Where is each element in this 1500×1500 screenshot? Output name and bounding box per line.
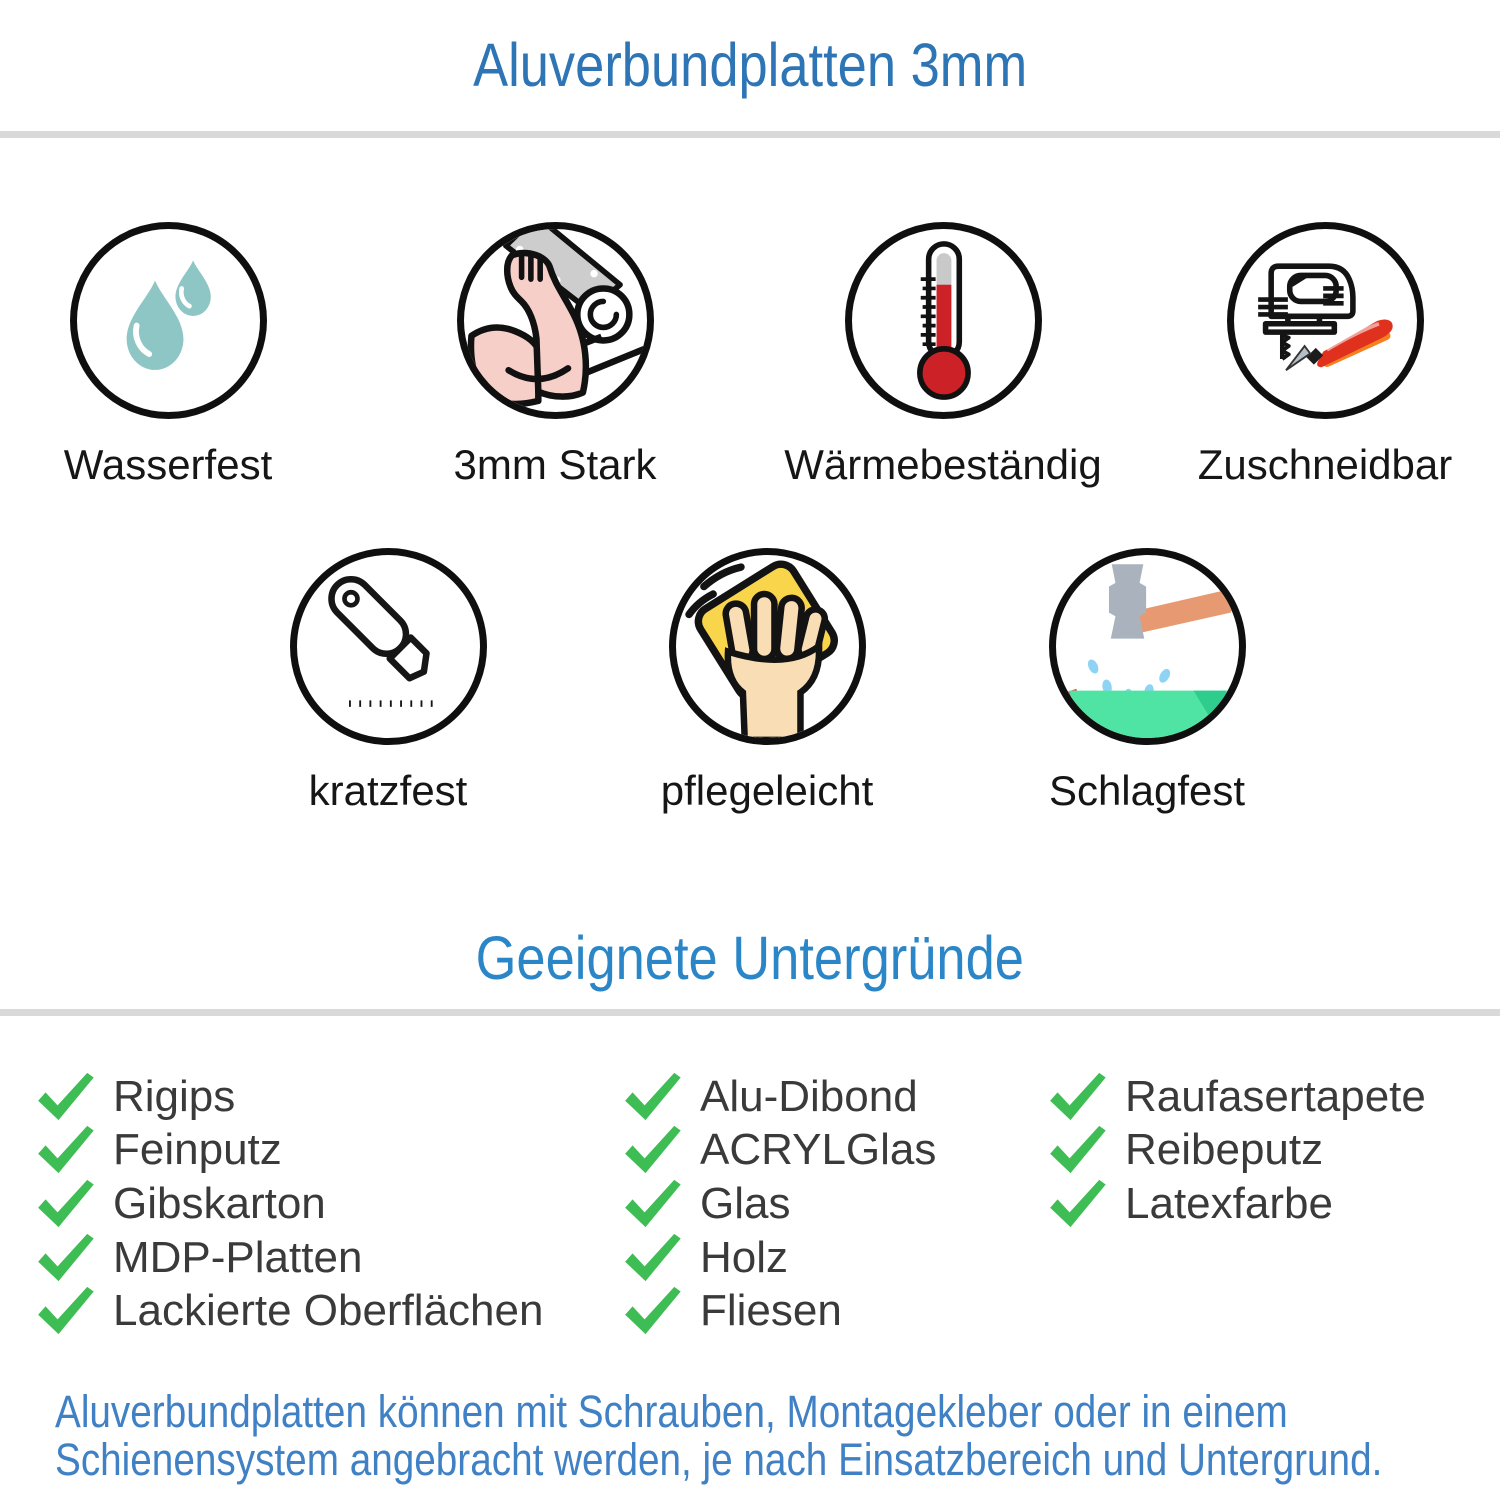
feature-zuschneidbar	[1155, 222, 1495, 489]
list-item	[1045, 1177, 1426, 1231]
list-item-label: Glas	[700, 1178, 791, 1228]
hammer-impact-icon-svg	[1056, 555, 1239, 738]
check-icon	[620, 1286, 684, 1336]
check-icon	[1045, 1125, 1109, 1175]
feature-label: Schlagfest	[1048, 767, 1246, 814]
muscle-arm-icon	[457, 222, 654, 419]
list-item	[620, 1124, 936, 1178]
feature-label: Wärmebeständig	[784, 441, 1102, 488]
cleaning-hand-icon-svg	[676, 555, 859, 738]
feature-label: kratzfest	[308, 767, 468, 814]
list-item	[1045, 1070, 1426, 1124]
feature-label: Wasserfest	[63, 441, 273, 488]
feature-waermebestaendig	[773, 222, 1113, 489]
section-title-text: Geeignete Untergründe	[475, 924, 1025, 992]
list-item-label: Holz	[700, 1232, 789, 1282]
check-icon	[33, 1286, 97, 1336]
water-drops-icon	[70, 222, 267, 419]
check-icon	[620, 1072, 684, 1122]
feature-schlagfest	[977, 548, 1317, 815]
page-title	[0, 32, 1500, 98]
water-drops-icon-svg	[77, 229, 260, 412]
list-item	[33, 1124, 543, 1178]
check-icon	[1045, 1072, 1109, 1122]
feature-pflegeleicht	[597, 548, 937, 815]
feature-wasserfest	[0, 222, 338, 489]
list-item	[620, 1231, 936, 1285]
feature-label: pflegeleicht	[660, 767, 874, 814]
hammer-impact-icon	[1049, 548, 1246, 745]
check-icon	[620, 1179, 684, 1229]
list-item	[33, 1070, 543, 1124]
list-item-label: Alu-Dibond	[700, 1071, 918, 1121]
divider-section	[0, 1009, 1500, 1016]
substrates-column-1	[33, 1070, 543, 1338]
cleaning-hand-icon	[669, 548, 866, 745]
thermometer-icon	[845, 222, 1042, 419]
page-title-text: Aluverbundplatten 3mm	[472, 31, 1028, 99]
divider-top	[0, 131, 1500, 138]
mounting-note-line-1: Aluverbundplatten können mit Schrauben, Montagekleber oder in einem	[55, 1386, 1288, 1437]
list-item-label: Lackierte Oberflächen	[113, 1286, 544, 1336]
utility-knife-icon	[290, 548, 487, 745]
section-title	[0, 925, 1500, 991]
check-icon	[33, 1179, 97, 1229]
list-item-label: Gibskarton	[113, 1178, 326, 1228]
feature-label: 3mm Stark	[453, 441, 657, 488]
list-item	[620, 1070, 936, 1124]
utility-knife-icon-svg	[297, 555, 480, 738]
feature-label: Zuschneidbar	[1197, 441, 1453, 488]
list-item-label: Fliesen	[700, 1286, 842, 1336]
list-item	[33, 1284, 543, 1338]
list-item	[33, 1231, 543, 1285]
list-item	[1045, 1124, 1426, 1178]
jigsaw-cutter-icon-svg	[1234, 229, 1417, 412]
list-item	[620, 1177, 936, 1231]
list-item	[33, 1177, 543, 1231]
list-item-label: Feinputz	[113, 1125, 282, 1175]
check-icon	[33, 1233, 97, 1283]
feature-3mm-stark	[385, 222, 725, 489]
substrates-column-2	[620, 1070, 936, 1338]
list-item-label: ACRYLGlas	[700, 1125, 937, 1175]
check-icon	[620, 1233, 684, 1283]
thermometer-icon-svg	[852, 229, 1035, 412]
check-icon	[33, 1125, 97, 1175]
check-icon	[33, 1072, 97, 1122]
muscle-arm-icon-svg	[464, 229, 647, 412]
list-item	[620, 1284, 936, 1338]
feature-kratzfest	[218, 548, 558, 815]
mounting-note-line-2: Schienensystem angebracht werden, je nach Einsatzbereich und Untergrund.	[55, 1434, 1383, 1485]
substrates-column-3	[1045, 1070, 1426, 1231]
jigsaw-cutter-icon	[1227, 222, 1424, 419]
list-item-label: Reibeputz	[1125, 1125, 1324, 1175]
list-item-label: MDP-Platten	[113, 1232, 363, 1282]
list-item-label: Latexfarbe	[1125, 1178, 1333, 1228]
check-icon	[1045, 1179, 1109, 1229]
mounting-note	[55, 1388, 1500, 1484]
list-item-label: Raufasertapete	[1125, 1071, 1426, 1121]
list-item-label: Rigips	[113, 1071, 236, 1121]
check-icon	[620, 1125, 684, 1175]
